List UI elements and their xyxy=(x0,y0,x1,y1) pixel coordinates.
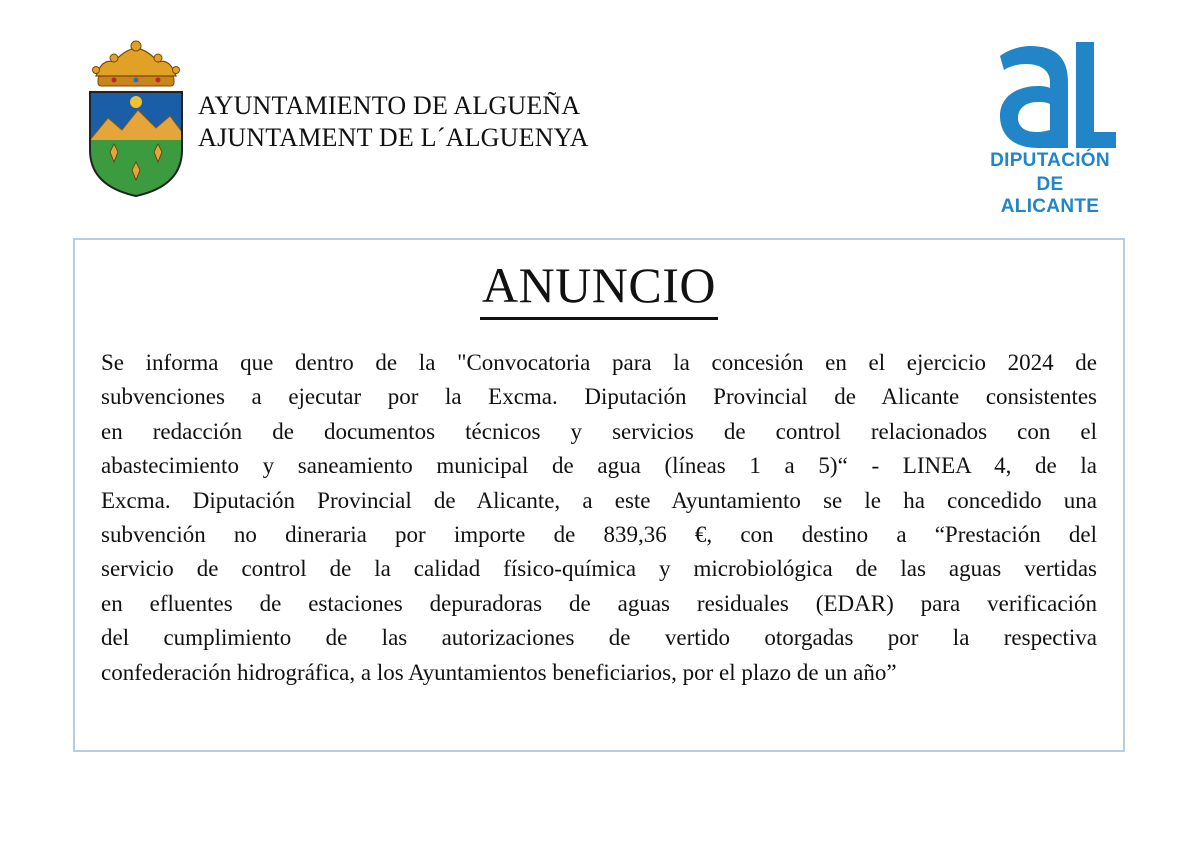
body-line: en efluentes de estaciones depuradoras de aguas residuales (EDAR) para verificación xyxy=(101,590,1097,616)
municipality-name-valencian: AJUNTAMENT DE L´ALGUENYA xyxy=(198,123,589,152)
body-line: Excma. Diputación Provincial de Alicante, a este Ayuntamiento se le ha concedido una xyxy=(101,487,1097,513)
announcement-box xyxy=(73,238,1125,752)
body-line: del cumplimiento de las autorizaciones de vertido otorgadas por la respectiva xyxy=(101,625,1097,651)
announcement-title-text: ANUNCIO xyxy=(480,256,718,320)
body-line: servicio de control de la calidad físico-química y microbiológica de las aguas vertidas xyxy=(101,556,1097,582)
announcement-title xyxy=(75,256,1123,320)
coat-of-arms-logo xyxy=(84,40,188,200)
body-line: subvención no dineraria por importe de 839,36 €, con destino a “Prestación del xyxy=(101,522,1097,548)
body-line: abastecimiento y saneamiento municipal de agua (líneas 1 a 5)“ - LINEA 4, de la xyxy=(101,453,1097,479)
municipality-name-spanish: AYUNTAMIENTO DE ALGUEÑA xyxy=(198,91,581,120)
diputacion-logo xyxy=(980,36,1120,196)
body-line: en redacción de documentos técnicos y servicios de control relacionados con el xyxy=(101,418,1097,444)
announcement-body xyxy=(101,346,1097,690)
body-line: subvenciones a ejecutar por la Excma. Diputación Provincial de Alicante consistentes xyxy=(101,384,1097,410)
body-line: Se informa que dentro de la "Convocatoria para la concesión en el ejercicio 2024 de xyxy=(101,350,1097,375)
diputacion-name-line2: DE ALICANTE xyxy=(1000,174,1100,217)
body-line: confederación hidrográfica, a los Ayuntamientos beneficiarios, por el plazo de un año” xyxy=(101,659,897,685)
municipality-name xyxy=(198,90,589,154)
diputacion-name-line1: DIPUTACIÓN xyxy=(990,150,1110,171)
crown-icon xyxy=(93,41,180,86)
